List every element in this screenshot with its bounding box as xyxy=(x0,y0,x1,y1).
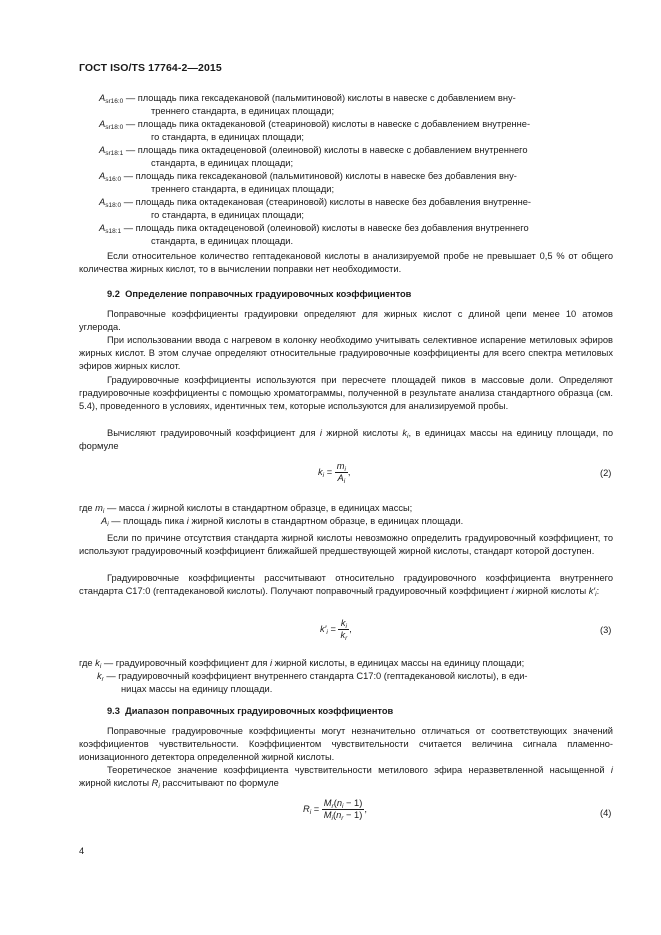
definition-symbol: A xyxy=(99,223,106,233)
definition-text-continued: го стандарта, в единицах площади; xyxy=(151,132,305,142)
paragraph-p6: Градуировочные коэффициенты рассчитывают относительно градуировочного коэффициента внутреннего стандарта С17:0 (гептадекановой кислоты). Получают поправочный градуировочный коэффициент i жирной кислоты $k'_i$: xyxy=(79,573,613,598)
definition-text: — площадь пика гексадекановой (пальмитиновой) кислоты в навеске с добавлением вну- xyxy=(123,93,516,103)
definition-text-continued: треннего стандарта, в единицах площади; xyxy=(151,184,335,194)
where-item-2: $A_i$ — площадь пика i жирной кислоты в стандартном образце, в единицах площади. xyxy=(101,516,464,528)
where-item-3: где $k_i$ — градуировочный коэффициент для i жирной кислоты, в единицах массы на единицу площади; xyxy=(79,658,525,670)
paragraph-p5: Если по причине отсутствия стандарта жирной кислоты невозможно определить градуировочный коэффициент, то используют градуировочный коэффициент ближайшей предшествующей жирной кислоты, стандарт которой доступен. xyxy=(79,533,613,556)
definition-symbol: A xyxy=(99,197,106,207)
definition-subscript: sr18:1 xyxy=(105,150,124,157)
document-header: ГОСТ ISO/TS 17764-2—2015 xyxy=(79,62,222,74)
section-9-2-heading xyxy=(107,289,411,299)
definition-subscript: s18:1 xyxy=(105,228,122,235)
paragraph-p7: Поправочные градуировочные коэффициенты могут незначительно отличаться от соответствующих значений коэффициентов чувствительности. Коэффициентом чувствительности считается величина сигнала пламенно-ионизационного детектора определенной жирной кислоты. xyxy=(79,726,613,762)
definition-text: — площадь пика гексадекановой (пальмитиновой) кислоты в навеске без добавления вну- xyxy=(121,171,517,181)
paragraph-correction-note: Если относительное количество гептадекановой кислоты в анализируемой пробе не превышает 0,5 % от общего количества жирных кислот, то в вычислении поправки нет необходимости. xyxy=(79,251,613,274)
equation-3: $k'_i$ = $\frac{k_i}{k_r}$ , xyxy=(320,618,352,642)
fraction: $\frac{k_i}{k_r}$ xyxy=(340,618,348,642)
definition-subscript: sr18:0 xyxy=(105,124,124,131)
definition-text-continued: треннего стандарта, в единицах площади; xyxy=(151,106,335,116)
definition-symbol: A xyxy=(99,93,106,103)
paragraph-p4: Вычисляют градуировочный коэффициент для i жирной кислоты $k_i$, в единицах массы на единицу площади, по формуле xyxy=(79,428,613,451)
definition-text: — площадь пика октадекановая (стеариновой) кислоты в навеске без добавления внутренне- xyxy=(121,197,532,207)
definition-symbol: A xyxy=(99,119,106,129)
definition-text-continued: стандарта, в единицах площади; xyxy=(151,158,294,168)
equation-4: $R_i$ = $\frac{M_r(n_i - 1)}{M_i(n_r - 1)}$ , xyxy=(303,798,367,822)
definition-item xyxy=(99,170,613,196)
definition-symbol: A xyxy=(99,171,106,181)
definition-item xyxy=(99,118,613,144)
where-item-4: $k_r$ — градуировочный коэффициент внутреннего стандарта С17:0 (гептадекановой кислоты), в еди- xyxy=(97,671,528,683)
definition-text: — площадь пика октадеценовой (олеиновой) кислоты в навеске с добавлением внутреннего xyxy=(123,145,528,155)
fraction: $\frac{m_i}{A_i}$ xyxy=(336,461,346,485)
section-9-3-heading: 9.3 Диапазон поправочных градуировочных коэффициентов xyxy=(107,706,394,716)
definition-subscript: sr16:0 xyxy=(105,98,124,105)
definition-symbol: A xyxy=(99,145,106,155)
page-number: 4 xyxy=(79,846,85,856)
definition-subscript: s18:0 xyxy=(105,202,122,209)
paragraph-p8: Теоретическое значение коэффициента чувствительности метилового эфира неразветвленной насыщенной i жирной кислоты $R_i$ рассчитывают по формуле xyxy=(79,765,613,790)
fraction: $\frac{M_r(n_i - 1)}{M_i(n_r - 1)}$ xyxy=(323,798,363,822)
section-number: 9.2 xyxy=(107,289,120,299)
equation-2-number: (2) xyxy=(600,468,612,478)
equation-2: $k_i$ = $\frac{m_i}{A_i}$ , xyxy=(318,461,351,485)
paragraph-p3: Градуировочные коэффициенты используются при пересчете площадей пиков в массовые доли. Определяют градуировочные коэффициенты с помощью хроматограммы, полученной в результате анализа стандартного образца (см. 5.4), проведенного в условиях, идентичных тем, которые используются для анализируемой пробы. xyxy=(79,375,613,411)
definition-text: — площадь пика октадеценовой (олеиновой) кислоты в навеске без добавления внутреннего xyxy=(121,223,529,233)
definition-item xyxy=(99,222,613,248)
equation-3-number: (3) xyxy=(600,625,612,635)
where-item-4-cont: ницах массы на единицу площади. xyxy=(121,684,273,694)
paragraph-p2: При использовании ввода с нагревом в колонку необходимо учитывать селективное испарение метиловых эфиров жирных кислот. В этом случае определяют относительные градуировочные коэффициенты для всего спектра метиловых эфиров жирных кислот. xyxy=(79,335,613,371)
definition-subscript: s16:0 xyxy=(105,176,122,183)
where-item-1: где $m_i$ — масса i жирной кислоты в стандартном образце, в единицах массы; xyxy=(79,503,413,515)
definition-text-continued: стандарта, в единицах площади. xyxy=(151,236,294,246)
equation-4-number: (4) xyxy=(600,808,612,818)
section-title: Определение поправочных градуировочных коэффициентов xyxy=(125,289,412,299)
definition-item xyxy=(99,92,613,118)
definition-text-continued: го стандарта, в единицах площади; xyxy=(151,210,305,220)
definition-item xyxy=(99,144,613,170)
definition-item xyxy=(99,196,613,222)
paragraph-p1: Поправочные коэффициенты градуировки определяют для жирных кислот с длиной цепи менее 10 атомов углерода. xyxy=(79,309,613,332)
definition-text: — площадь пика октадекановой (стеариновой) кислоты в навеске с добавлением внутренне- xyxy=(123,119,531,129)
